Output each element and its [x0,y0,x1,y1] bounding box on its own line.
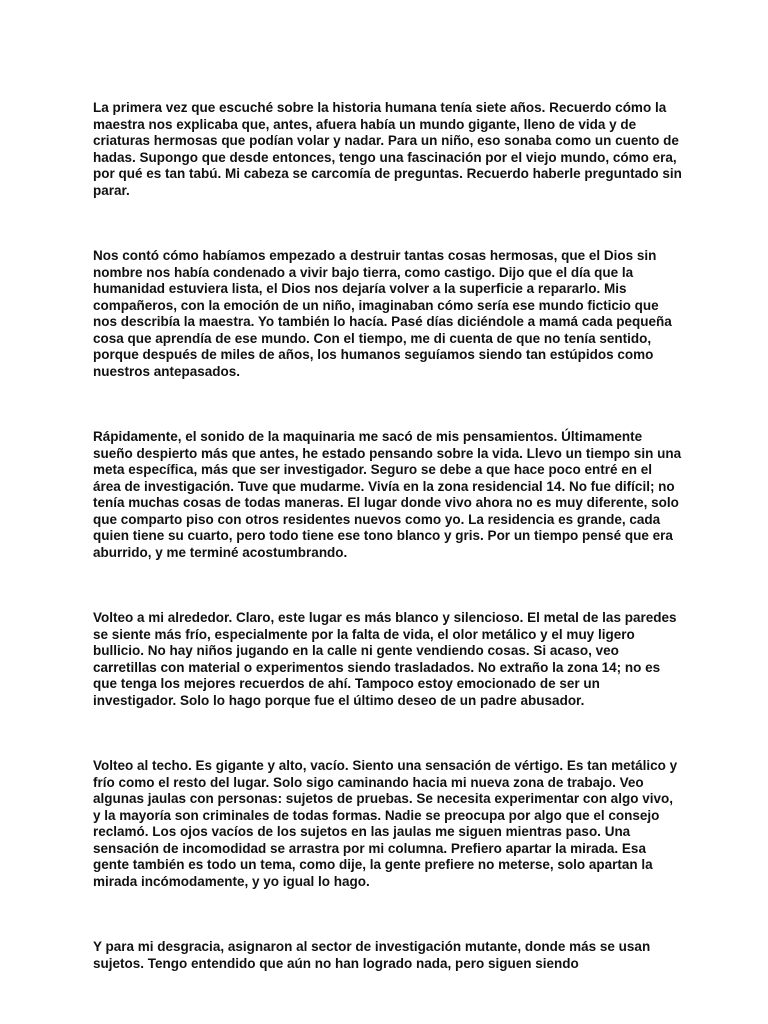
paragraph-5: Volteo al techo. Es gigante y alto, vacío. Siento una sensación de vértigo. Es tan metálico y frío como el resto del lugar. Solo sigo caminando hacia mi nueva zona de trabajo. Veo algunas jaulas con personas: sujetos de pruebas. Se necesita experimentar con algo vivo, y la mayoría son criminales de todas formas. Nadie se preocupa por algo que el consejo reclamó. Los ojos vacíos de los sujetos en las jaulas me siguen mientras paso. Una sensación de incomodidad se arrastra por mi columna. Prefiero apartar la mirada. Esa gente también es todo un tema, como dije, la gente prefiere no meterse, solo apartan la mirada incómodamente, y yo igual lo hago. [93,758,678,889]
paragraph-2: Nos contó cómo habíamos empezado a destruir tantas cosas hermosas, que el Dios sin nombre nos había condenado a vivir bajo tierra, como castigo. Dijo que el día que la humanidad estuviera lista, el Dios nos dejaría volver a la superficie a repararlo. Mis compañeros, con la emoción de un niño, imaginaban cómo sería ese mundo ficticio que nos describía la maestra. Yo también lo hacía. Pasé días diciéndole a mamá cada pequeña cosa que aprendía de ese mundo. Con el tiempo, me di cuenta de que no tenía sentido, porque después de miles de años, los humanos seguíamos siendo tan estúpidos como nuestros antepasados. [93,248,672,379]
paragraph-4: Volteo a mi alrededor. Claro, este lugar es más blanco y silencioso. El metal de las paredes se siente más frío, especialmente por la falta de vida, el olor metálico y el muy ligero bullicio. No hay niños jugando en la calle ni gente vendiendo cosas. Si acaso, veo carretillas con material o experimentos siendo trasladados. No extraño la zona 14; no es que tenga los mejores recuerdos de ahí. Tampoco estoy emocionado de ser un investigador. Solo lo hago porque fue el último deseo de un padre abusador. [93,610,677,708]
paragraph-1: La primera vez que escuché sobre la historia humana tenía siete años. Recuerdo cómo la maestra nos explicaba que, antes, afuera había un mundo gigante, lleno de vida y de criaturas hermosas que podían volar y nadar. Para un niño, eso sonaba como un cuento de hadas. Supongo que desde entonces, tengo una fascinación por el viejo mundo, cómo era, por qué es tan tabú. Mi cabeza se carcomía de preguntas. Recuerdo haberle preguntado sin parar. [93,100,682,198]
document-page [93,100,683,972]
paragraph-6: Y para mi desgracia, asignaron al sector de investigación mutante, donde más se usan sujetos. Tengo entendido que aún no han logrado nada, pero siguen siendo [93,939,651,971]
paragraph-3: Rápidamente, el sonido de la maquinaria me sacó de mis pensamientos. Últimamente sueño despierto más que antes, he estado pensando sobre la vida. Llevo un tiempo sin una meta específica, más que ser investigador. Seguro se debe a que hace poco entré en el área de investigación. Tuve que mudarme. Vivía en la zona residencial 14. No fue difícil; no tenía muchas cosas de todas maneras. El lugar donde vivo ahora no es muy diferente, solo que comparto piso con otros residentes nuevos como yo. La residencia es grande, cada quien tiene su cuarto, pero todo tiene ese tono blanco y gris. Por un tiempo pensé que era aburrido, y me terminé acostumbrando. [93,429,682,560]
